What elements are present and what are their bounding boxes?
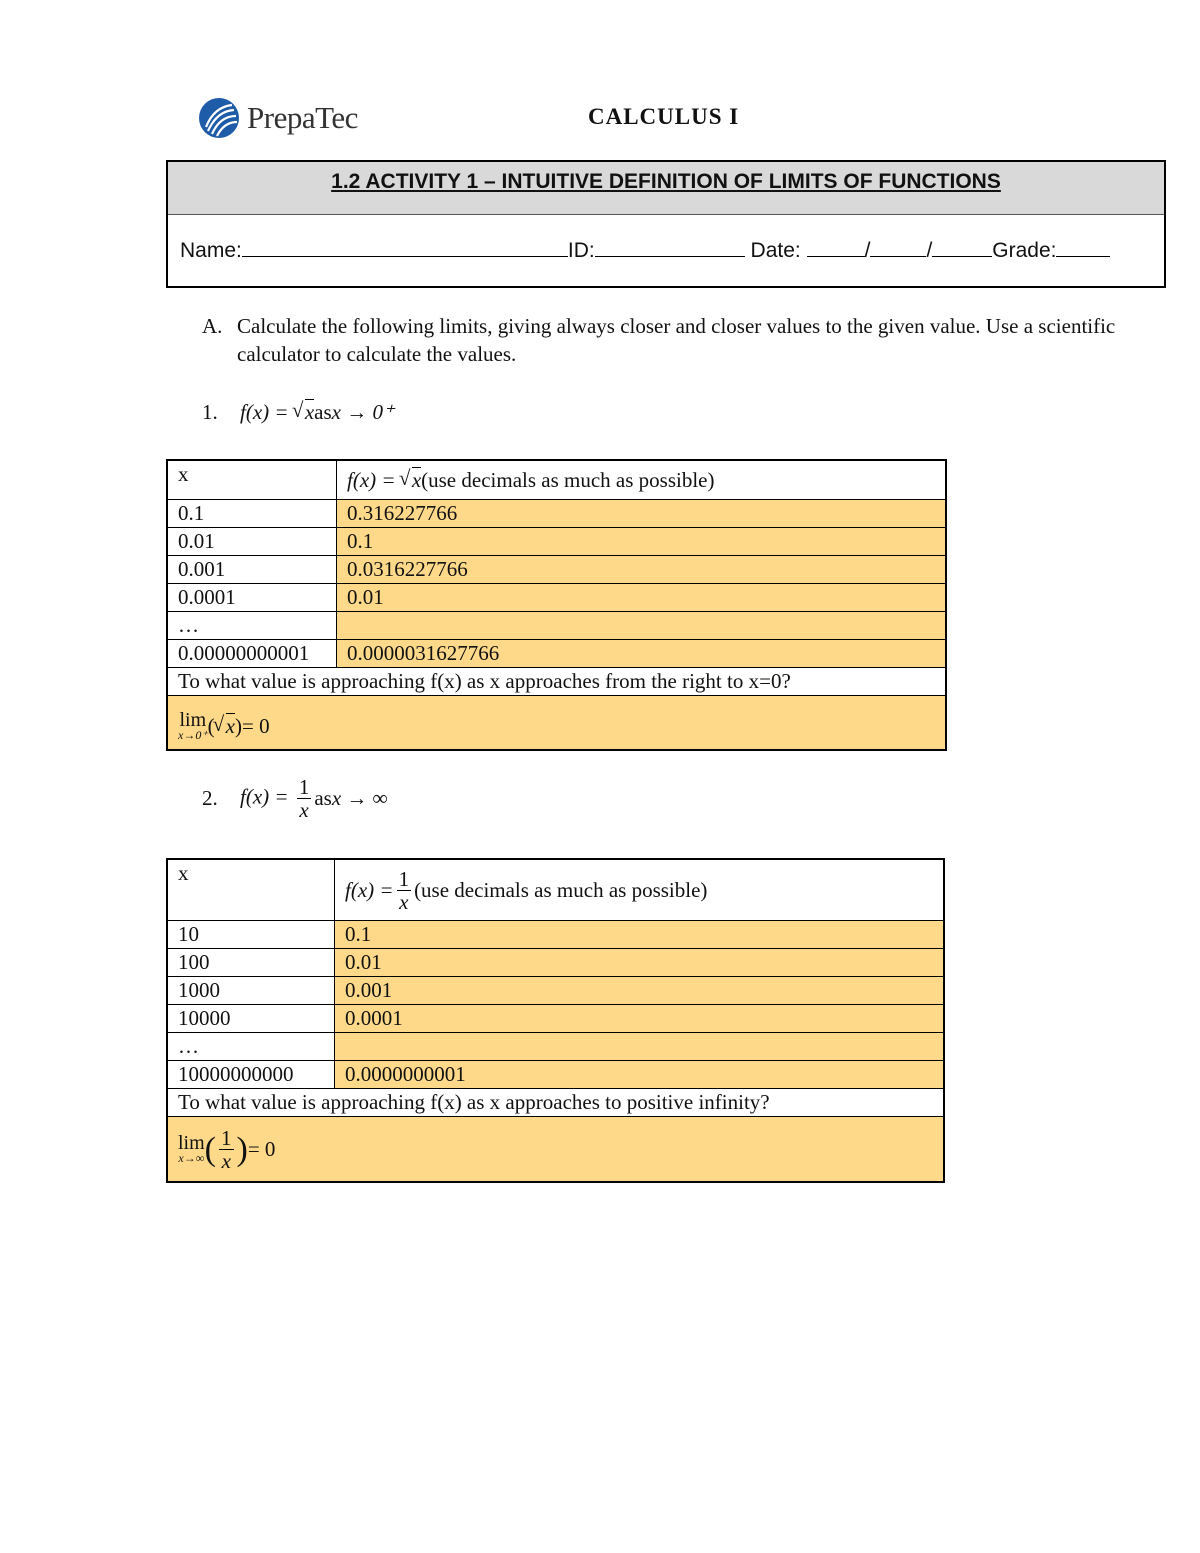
table-problem-2	[166, 858, 945, 1183]
x-cell: 10000000000	[167, 1061, 335, 1089]
date-year-field[interactable]	[932, 238, 992, 257]
table-2-answer[interactable]: lim x→∞ ( $\frac{1}{x}$ ) = 0	[167, 1117, 944, 1183]
fx-answer-cell[interactable]: 0.0316227766	[337, 556, 947, 584]
x-cell: 0.001	[167, 556, 337, 584]
table-row	[167, 921, 944, 949]
table-row	[167, 1005, 944, 1033]
x-cell: 0.1	[167, 500, 337, 528]
problem-2-limit: x → ∞	[331, 786, 388, 810]
fx-answer-cell[interactable]: 0.01	[337, 584, 947, 612]
fx-answer-cell[interactable]: 0.01	[335, 949, 945, 977]
problem-1-function: f(x) = √ x	[240, 400, 314, 425]
activity-title: 1.2 ACTIVITY 1 – INTUITIVE DEFINITION OF LIMITS OF FUNCTIONS	[331, 170, 1001, 193]
fx-answer-cell[interactable]: 0.0000000001	[335, 1061, 945, 1089]
table-2-header-fx: f(x) = $\frac{1}{x}$ (use decimals as much as possible)	[335, 859, 945, 921]
name-field[interactable]	[242, 238, 568, 257]
problem-2-function: f(x) = $\frac{1}{x}$	[240, 775, 310, 822]
prepatec-logo-icon	[198, 97, 240, 139]
table-row	[167, 949, 944, 977]
x-cell: …	[167, 1033, 335, 1061]
x-cell: 1000	[167, 977, 335, 1005]
problem-2-number: 2.	[202, 786, 218, 810]
fx-answer-cell[interactable]	[335, 1033, 945, 1061]
table-row	[167, 1033, 944, 1061]
fx-answer-cell[interactable]: 0.0000031627766	[337, 640, 947, 668]
student-info-line: Name: ID: Date: / / Grade:	[180, 238, 1110, 263]
name-label: Name:	[180, 239, 242, 262]
id-label: ID:	[567, 239, 595, 262]
section-instruction: Calculate the following limits, giving always closer and closer values to the given value. Use a scientific calculator to calculate the values.	[237, 314, 1116, 366]
table-1-header-x: x	[167, 460, 337, 500]
date-day-field[interactable]	[807, 238, 865, 257]
x-cell: …	[167, 612, 337, 640]
fx-answer-cell[interactable]	[337, 612, 947, 640]
table-row	[167, 556, 946, 584]
table-row	[167, 584, 946, 612]
x-cell: 0.0001	[167, 584, 337, 612]
table-row	[167, 977, 944, 1005]
table-1-answer[interactable]: lim x→0⁺ ( √ x ) = 0	[167, 696, 946, 751]
grade-label: Grade:	[992, 239, 1057, 262]
table-row	[167, 500, 946, 528]
table-2-header-x: x	[167, 859, 335, 921]
logo-text: PrepaTec	[247, 100, 358, 135]
problem-1-number: 1.	[202, 400, 218, 424]
table-row	[167, 640, 946, 668]
x-cell: 0.00000000001	[167, 640, 337, 668]
section-letter: A.	[202, 314, 223, 338]
fx-answer-cell[interactable]: 0.316227766	[337, 500, 947, 528]
date-month-field[interactable]	[870, 238, 926, 257]
table-1-header-fx: f(x) = √ x(use decimals as much as possible)	[337, 460, 947, 500]
problem-1-limit: x → 0⁺	[331, 400, 395, 424]
table-row	[167, 1061, 944, 1089]
table-1-question: To what value is approaching f(x) as x approaches from the right to x=0?	[167, 668, 946, 696]
fx-answer-cell[interactable]: 0.0001	[335, 1005, 945, 1033]
problem-2-as: as	[314, 786, 332, 810]
course-title: CALCULUS I	[588, 104, 740, 129]
table-row	[167, 528, 946, 556]
fx-answer-cell[interactable]: 0.1	[335, 921, 945, 949]
table-row	[167, 612, 946, 640]
date-label: Date:	[750, 239, 801, 262]
id-field[interactable]	[595, 238, 745, 257]
problem-1-statement	[202, 400, 394, 425]
problem-2-statement	[202, 776, 388, 821]
grade-field[interactable]	[1056, 238, 1110, 257]
table-2-question: To what value is approaching f(x) as x approaches to positive infinity?	[167, 1089, 944, 1117]
problem-1-as: as	[314, 400, 332, 424]
section-a	[202, 312, 1142, 368]
fx-answer-cell[interactable]: 0.001	[335, 977, 945, 1005]
fx-answer-cell[interactable]: 0.1	[337, 528, 947, 556]
x-cell: 10000	[167, 1005, 335, 1033]
prepatec-logo	[198, 96, 358, 140]
x-cell: 10	[167, 921, 335, 949]
activity-title-band	[168, 162, 1164, 215]
table-problem-1	[166, 459, 947, 751]
activity-header-box	[166, 160, 1166, 288]
x-cell: 0.01	[167, 528, 337, 556]
x-cell: 100	[167, 949, 335, 977]
